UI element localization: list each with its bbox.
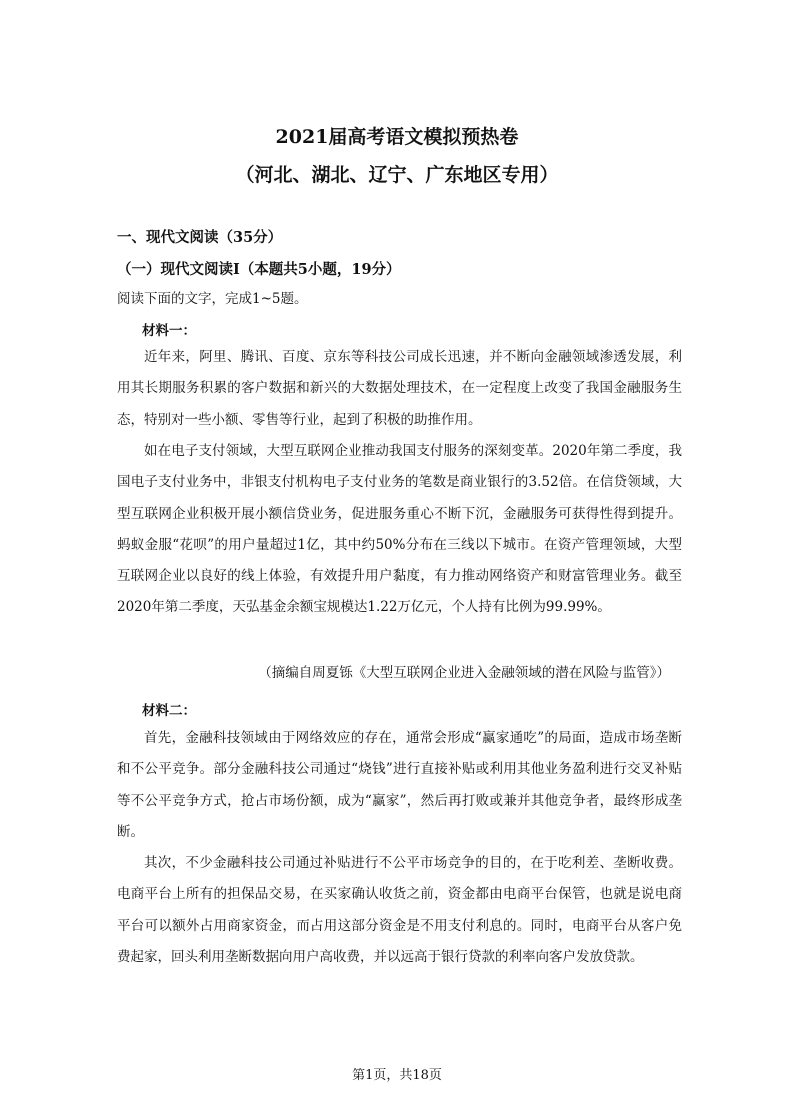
material-two-paragraph-1: 首先，金融科技领域由于网络效应的存在，通常会形成“赢家通吃”的局面，造成市场垄断和不公平竞争。部分金融科技公司通过“烧钱”进行直接补贴或利用其他业务盈利进行交叉补贴等不公平竞争方式，抢占市场份额，成为“赢家”，然后再打败或兼并其他竞争者，最终形成垄断。 bbox=[117, 730, 682, 840]
material-one-source: （摘编自周夏铄《大型互联网企业进入金融领域的潜在风险与监管》） bbox=[258, 665, 670, 681]
exam-subtitle: （河北、湖北、辽宁、广东地区专用） bbox=[235, 164, 559, 186]
page-number: 第1页，共18页 bbox=[352, 1068, 442, 1083]
section-subheading: （一）现代文阅读Ⅰ（本题共5小题，19分） bbox=[117, 261, 401, 278]
section-heading: 一、现代文阅读（35分） bbox=[117, 229, 283, 246]
material-one-paragraph-2: 如在电子支付领域，大型互联网企业推动我国支付服务的深刻变革。2020年第二季度，我国电子支付业务中，非银支付机构电子支付业务的笔数是商业银行的3.52倍。在信贷领域，大型互联网企业积极开展小额信贷业务，促进服务重心不断下沉，金融服务可获得性得到提升。蚂蚁金服“花呗”的用户量超过1亿，其中约50%分布在三线以下城市。在资产管理领域，大型互联网企业以良好的线上体验，有效提升用户黏度，有力推动网络资产和财富管理业务。截至2020年第二季度，天弘基金余额宝规模达1.22万亿元，个人持有比例为99.99%。 bbox=[117, 443, 682, 616]
material-two-paragraph-2: 其次，不少金融科技公司通过补贴进行不公平市场竞争的目的，在于吃利差、垄断收费。电商平台上所有的担保品交易，在买家确认收货之前，资金都由电商平台保管，也就是说电商平台可以额外占用商家资金，而占用这部分资金是不用支付利息的。同时，电商平台从客户免费起家，回头利用垄断数据向用户高收费，并以远高于银行贷款的利率向客户发放贷款。 bbox=[117, 855, 682, 965]
reading-instruction: 阅读下面的文字，完成1~5题。 bbox=[117, 291, 308, 307]
material-one-label: 材料一： bbox=[142, 323, 196, 339]
material-two-label: 材料二： bbox=[142, 703, 196, 719]
material-one-paragraph-1: 近年来，阿里、腾讯、百度、京东等科技公司成长迅速，并不断向金融领域渗透发展，利用其长期服务积累的客户数据和新兴的大数据处理技术，在一定程度上改变了我国金融服务生态，特别对一些小额、零售等行业，起到了积极的助推作用。 bbox=[117, 349, 682, 428]
exam-title: 2021届高考语文模拟预热卷 bbox=[275, 126, 519, 148]
